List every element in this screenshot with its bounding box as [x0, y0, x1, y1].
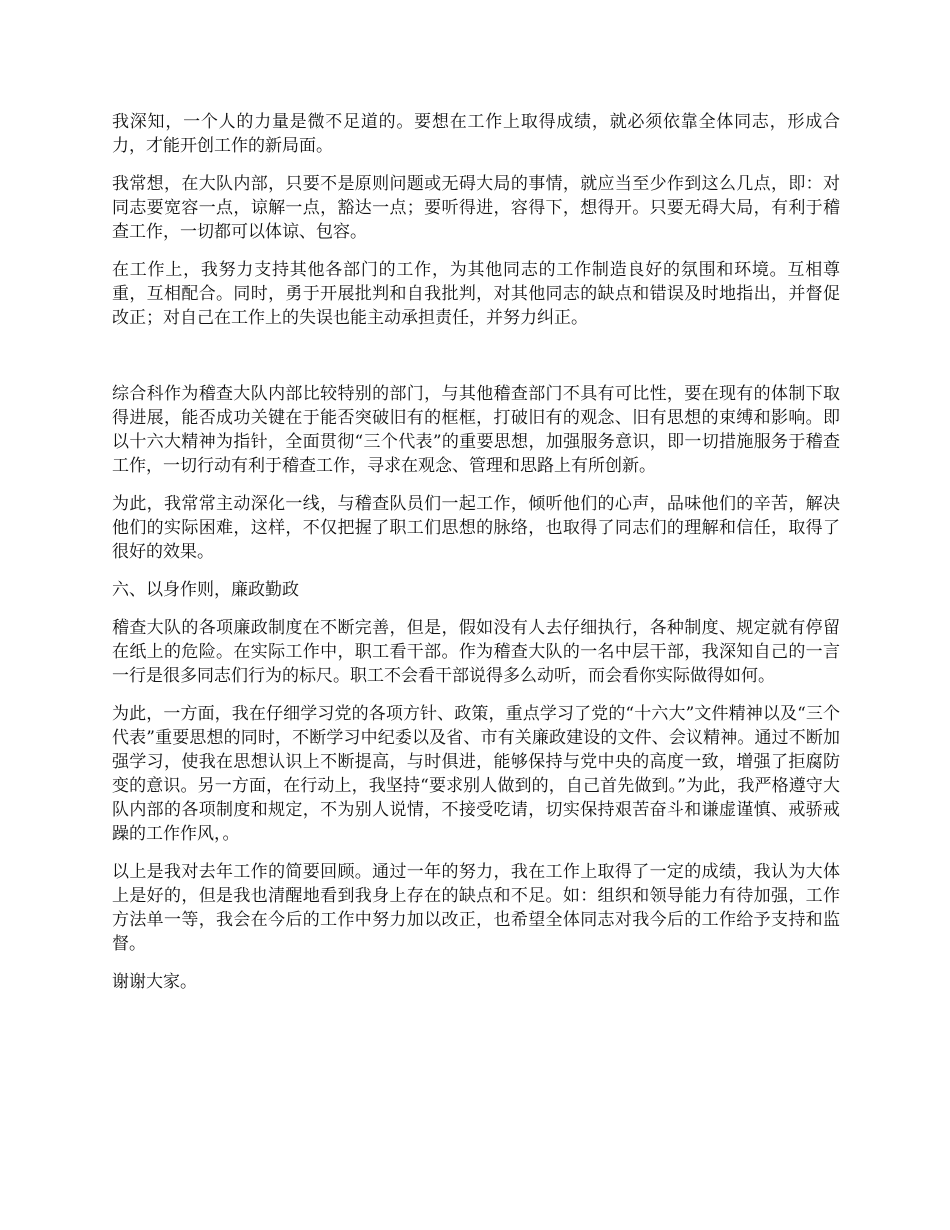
section-heading: 六、以身作则，廉政勤政 — [112, 580, 299, 600]
paragraph-integrity-system: 稽查大队的各项廉政制度在不断完善，但是，假如没有人去仔细执行，各种制度、规定就有停留在纸上的危险。在实际工作中，职工看干部。作为稽查大队的一名中层干部，我深知自己的一言一行是很多同志们行为的标尺。职工不会看干部说得多么动听，而会看你实际做得如何。 — [112, 618, 840, 686]
paragraph-front-line: 为此，我常常主动深化一线，与稽查队员们一起工作，倾听他们的心声，品味他们的辛苦，解决他们的实际困难，这样，不仅把握了职工们思想的脉络，也取得了同志们的理解和信任，取得了很好的效果。 — [112, 494, 840, 562]
paragraph-tolerance: 我常想，在大队内部，只要不是原则问题或无碍大局的事情，就应当至少作到这么几点，即：对同志要宽容一点，谅解一点，豁达一点；要听得进，容得下，想得开。只要无碍大局，有利于稽查工作，一切都可以体谅、包容。 — [112, 174, 840, 242]
document-body — [112, 110, 840, 1008]
paragraph-support-departments: 在工作上，我努力支持其他各部门的工作，为其他同志的工作制造良好的氛围和环境。互相尊重，互相配合。同时，勇于开展批判和自我批判，对其他同志的缺点和错误及时地指出，并督促改正；对自己在工作上的失误也能主动承担责任，并努力纠正。 — [112, 260, 840, 328]
paragraph-general-department: 综合科作为稽查大队内部比较特别的部门，与其他稽查部门不具有可比性，要在现有的体制下取得进展，能否成功关键在于能否突破旧有的框框，打破旧有的观念、旧有思想的束缚和影响。即以十六大精神为指针，全面贯彻“三个代表”的重要思想，加强服务意识，即一切措施服务于稽查工作，一切行动有利于稽查工作，寻求在观念、管理和思路上有所创新。 — [112, 384, 840, 476]
paragraph-review-summary: 以上是我对去年工作的简要回顾。通过一年的努力，我在工作上取得了一定的成绩，我认为大体上是好的，但是我也清醒地看到我身上存在的缺点和不足。如：组织和领导能力有待加强，工作方法单一等，我会在今后的工作中努力加以改正，也希望全体同志对我今后的工作给予支持和监督。 — [112, 862, 840, 954]
section-gap — [112, 344, 840, 382]
paragraph-study-and-action: 为此，一方面，我在仔细学习党的各项方针、政策，重点学习了党的“十六大”文件精神以及“三个代表”重要思想的同时，不断学习中纪委以及省、市有关廉政建设的文件、会议精神。通过不断加强学习，使我在思想认识上不断提高，与时俱进，能够保持与党中央的高度一致，增强了拒腐防变的意识。另一方面，在行动上，我坚持“要求别人做到的，自己首先做到。”为此，我严格遵守大队内部的各项制度和规定，不为别人说情，不接受吃请，切实保持艰苦奋斗和谦虚谨慎、戒骄戒躁的工作作风，。 — [112, 704, 840, 844]
paragraph-strength-of-team: 我深知，一个人的力量是微不足道的。要想在工作上取得成绩，就必须依靠全体同志，形成合力，才能开创工作的新局面。 — [112, 112, 840, 156]
paragraph-thanks: 谢谢大家。 — [112, 972, 197, 992]
